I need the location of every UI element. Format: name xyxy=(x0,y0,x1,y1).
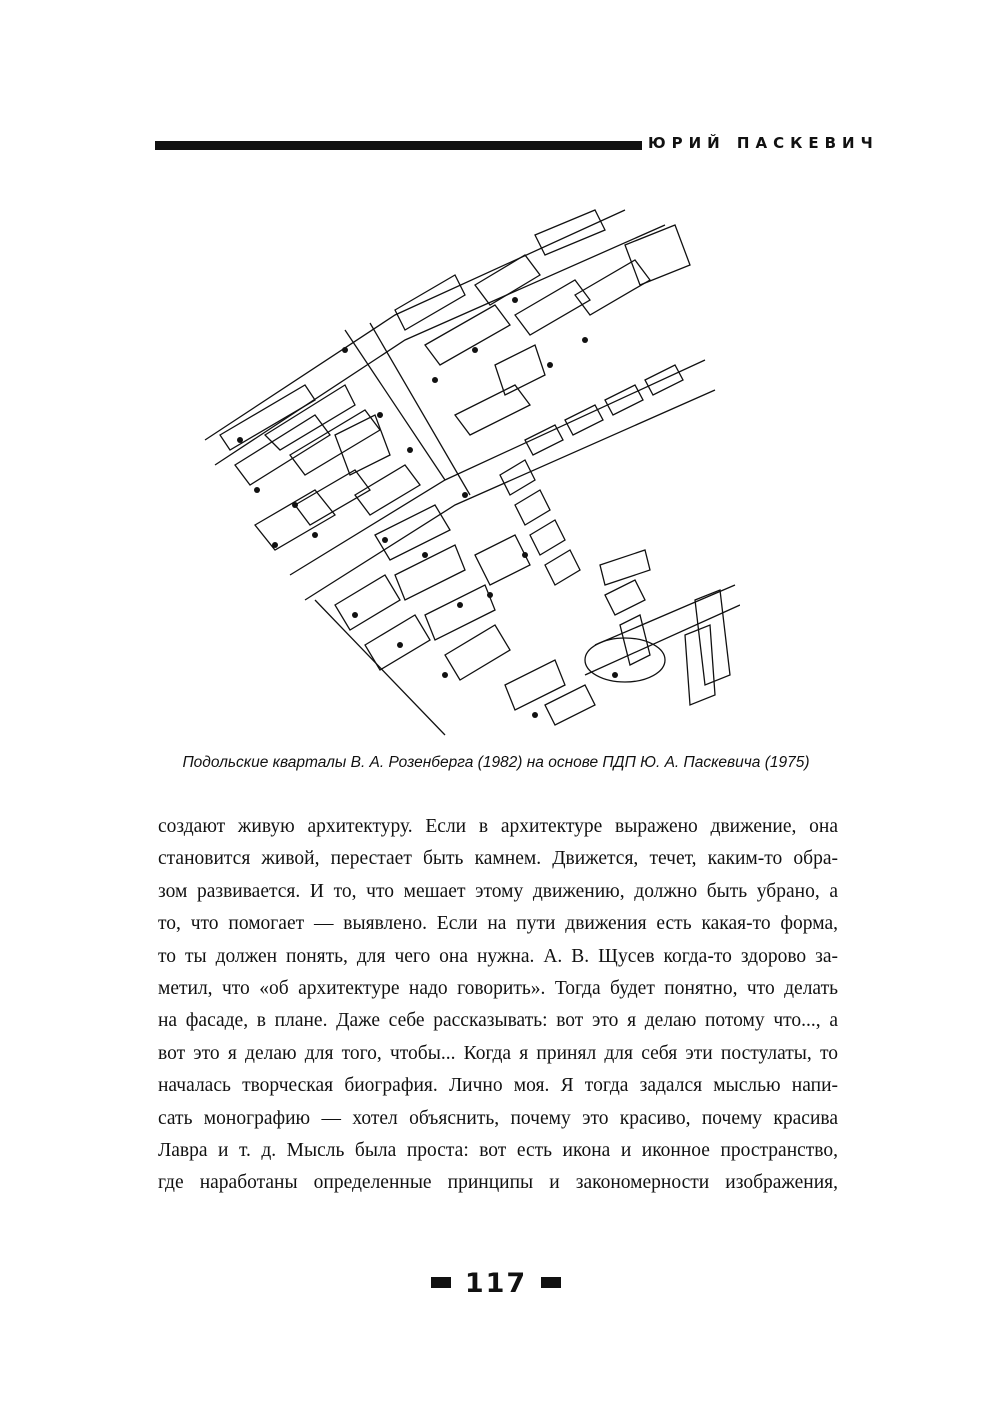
page-number: 117 xyxy=(464,1268,528,1299)
text-line: то ты должен понять, для чего она нужна. А. В. Щусев когда-то здорово за- xyxy=(158,945,838,967)
folio-left-mark xyxy=(431,1277,451,1288)
body-text xyxy=(158,811,838,1200)
axonometric-plan-illustration xyxy=(195,205,740,745)
text-line: метил, что «об архитектуре надо говорить». Тогда будет понятно, что делать xyxy=(158,978,838,1000)
text-line: началась творческая биография. Лично моя. Я тогда задался мыслью напи- xyxy=(158,1075,838,1097)
text-line: Лавра и т. д. Мысль была проста: вот есть икона и иконное пространство, xyxy=(158,1140,838,1162)
running-head-author: ЮРИЙ ПАСКЕВИЧ xyxy=(648,134,879,152)
text-line: становится живой, перестает быть камнем. Движется, течет, каким-то обра- xyxy=(158,848,838,870)
text-line: то, что помогает — выявлено. Если на пути движения есть какая-то форма, xyxy=(158,913,838,935)
folio-right-mark xyxy=(541,1277,561,1288)
district-drawing xyxy=(195,205,740,745)
text-line: вот это я делаю для того, чтобы... Когда я принял для себя эти постулаты, то xyxy=(158,1042,838,1064)
text-line: где наработаны определенные принципы и закономерности изображения, xyxy=(158,1172,838,1194)
header-rule xyxy=(155,141,642,150)
text-line: на фасаде, в плане. Даже себе рассказывать: вот это я делаю потому что..., а xyxy=(158,1010,838,1032)
page-folio xyxy=(0,1268,992,1299)
figure-caption: Подольские кварталы В. А. Розенберга (1982) на основе ПДП Ю. А. Паскевича (1975) xyxy=(182,754,810,771)
text-line: сать монографию — хотел объяснить, почему это красиво, почему красива xyxy=(158,1107,838,1129)
text-line: зом развивается. И то, что мешает этому движению, должно быть убрано, а xyxy=(158,880,838,902)
text-line: создают живую архитектуру. Если в архитектуре выражено движение, она xyxy=(158,816,838,837)
